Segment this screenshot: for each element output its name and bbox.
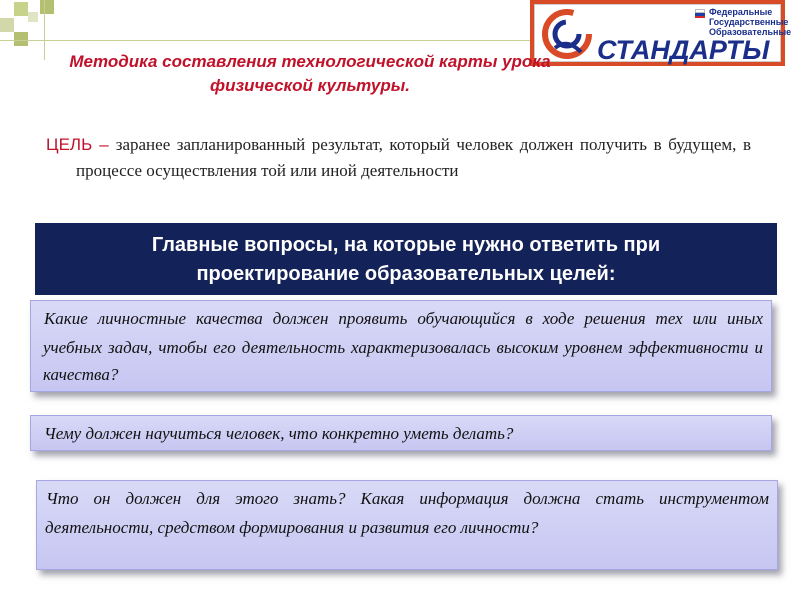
logo-panel (534, 4, 792, 65)
decor-square (28, 12, 38, 22)
question-text: Чему должен научиться человек, что конкретно уметь делать? (44, 424, 514, 443)
logo-wordmark: СТАНДАРТЫ (597, 35, 770, 65)
question-box (36, 480, 778, 570)
question-box (30, 300, 772, 392)
question-box (30, 415, 772, 451)
decor-line (44, 0, 45, 60)
logo-caption-line: Государственные (709, 17, 789, 27)
goal-term (46, 135, 116, 154)
decor-square (14, 32, 28, 46)
goal-definition (46, 132, 751, 184)
question-text: Какие личностные качества должен проявить обучающийся в ходе решения тех или иных учебных задач, чтобы его деятельность характеризовалась высоким уровнем эффективности и качества? (43, 309, 763, 384)
decor-square (0, 18, 14, 32)
page-title: Методика составления технологической карты урока физической культуры. (69, 52, 551, 95)
goal-term-label: ЦЕЛЬ (46, 135, 93, 154)
goal-text: заранее запланированный результат, который человек должен получить в будущем, в процессе осуществления той или иной деятельности (76, 135, 751, 180)
questions-header-line: Главные вопросы, на которые нужно ответить при (151, 234, 661, 256)
decor-square (14, 2, 28, 16)
decor-line (0, 40, 535, 41)
questions-header (35, 223, 777, 295)
fgos-logo (530, 0, 792, 66)
logo-caption-line: Федеральные (709, 7, 773, 17)
question-text: Что он должен для этого знать? Какая информация должна стать инструментом деятельности, средством формирования и развития его личности? (45, 489, 769, 537)
logo-caption (709, 7, 791, 37)
questions-header-line: проектирование образовательных целей: (196, 263, 616, 285)
logo-caption-line: Образовательные (709, 27, 792, 37)
goal-dash: – (92, 135, 116, 154)
russia-flag-icon (695, 9, 705, 16)
decor-square (40, 0, 54, 14)
